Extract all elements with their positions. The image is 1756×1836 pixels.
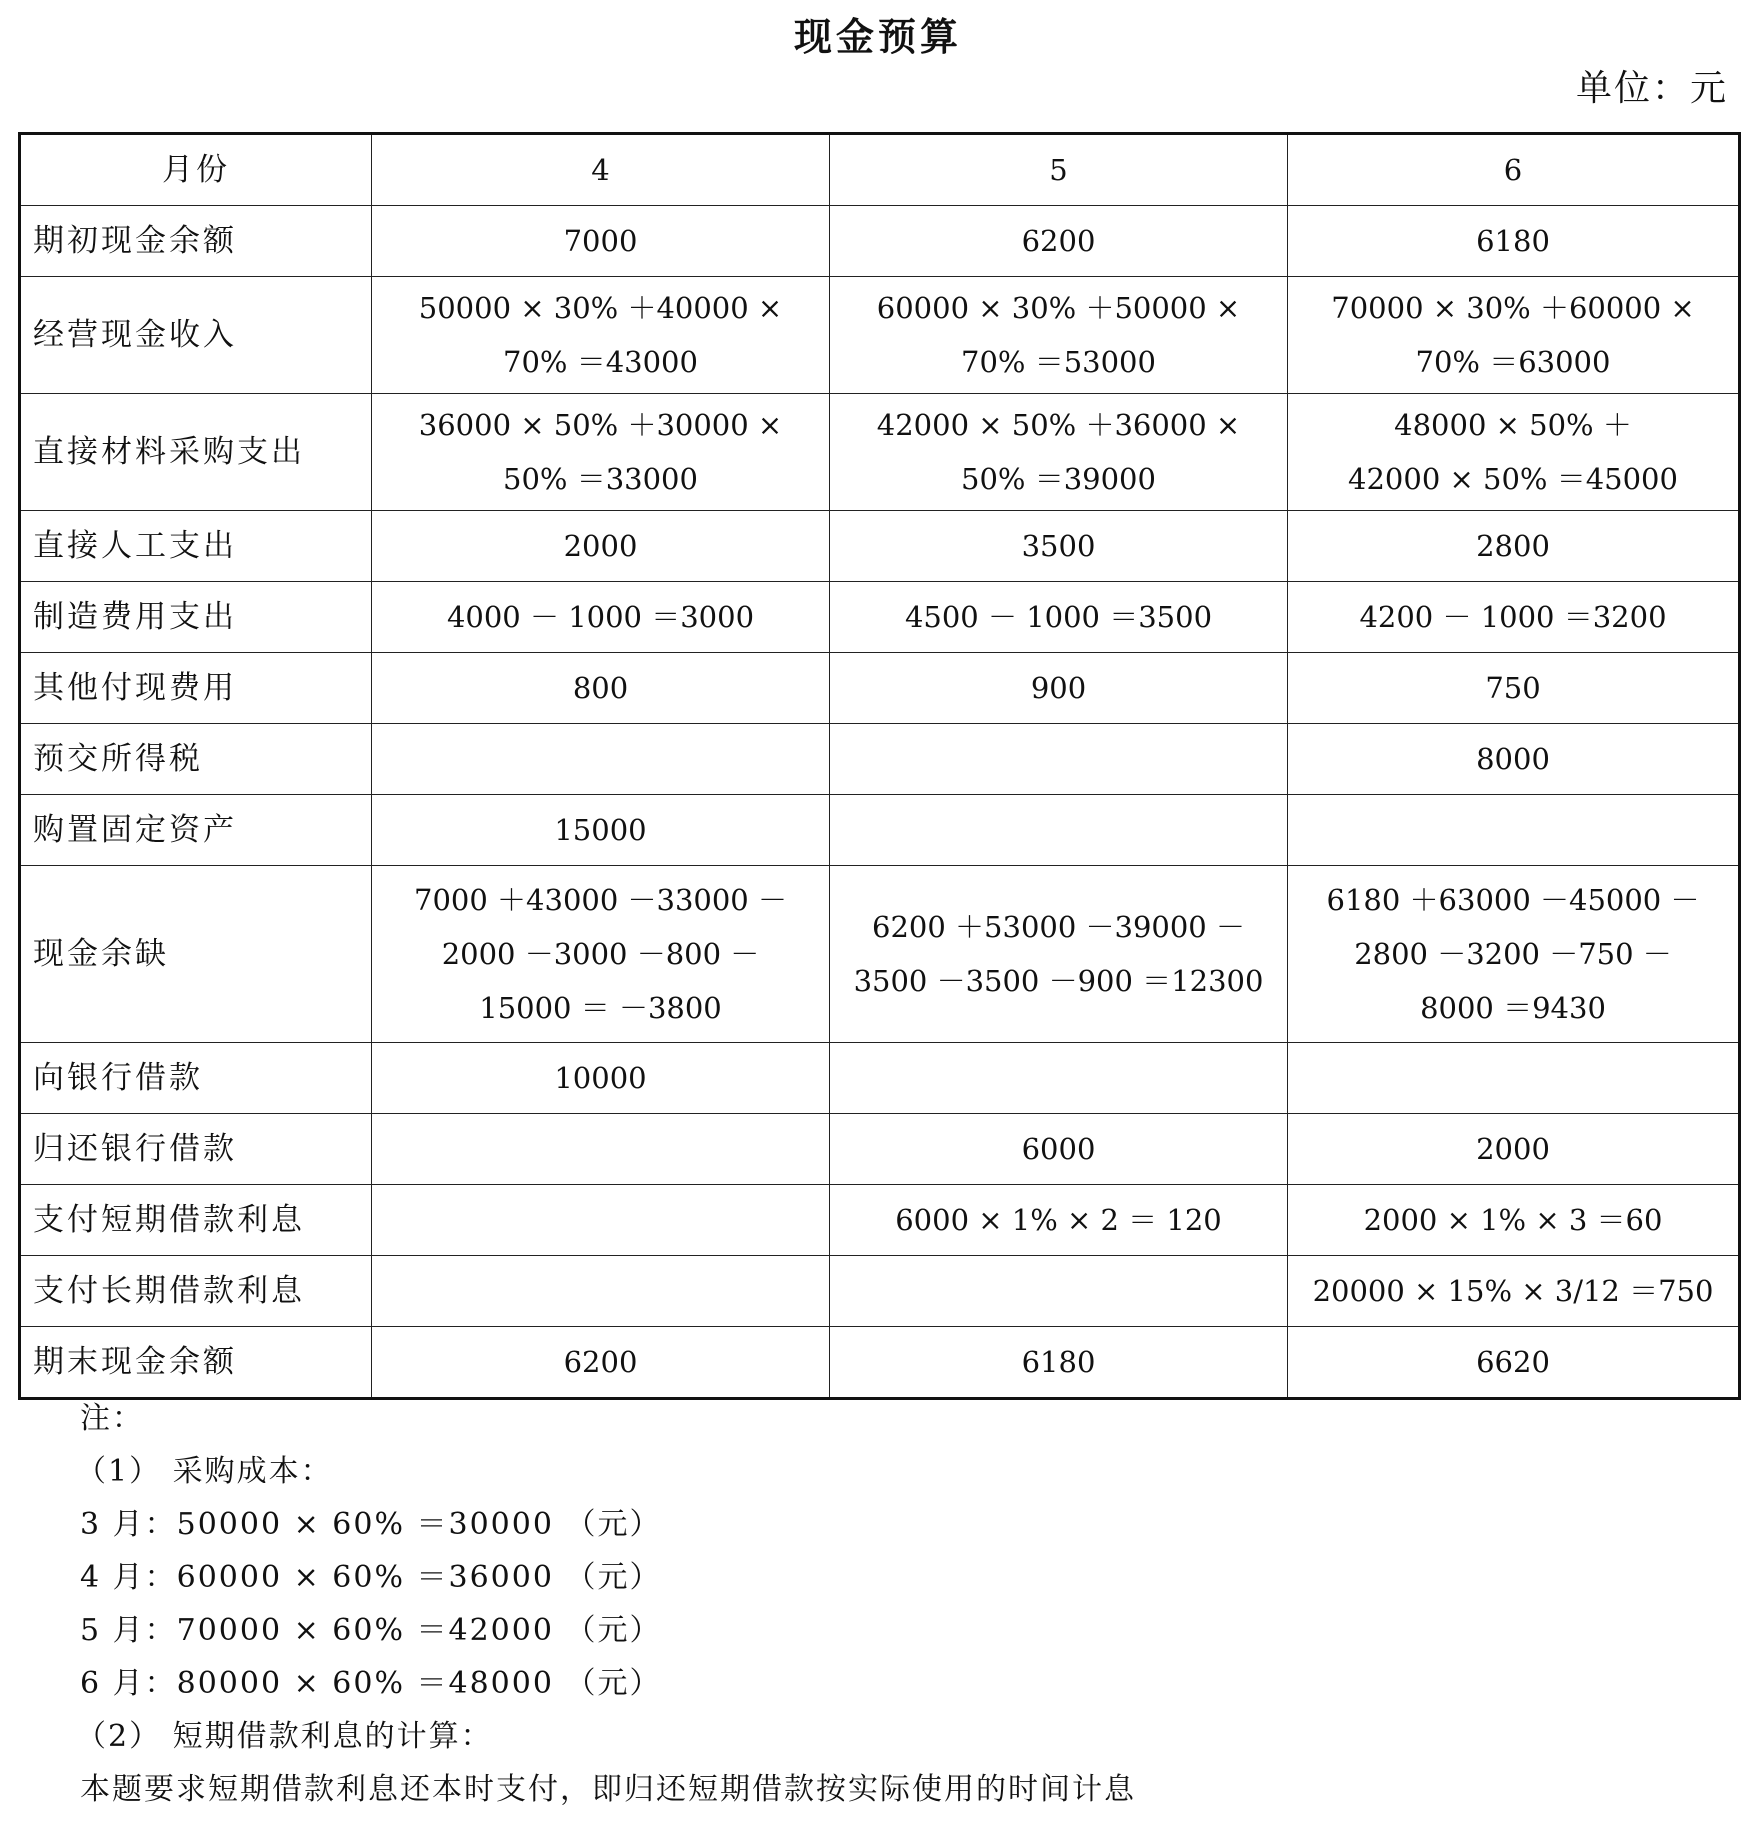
row-value-month-5: 6200 [830,206,1288,277]
table-row [20,1114,1740,1185]
row-value-month-5: 60000 × 30% ＋50000 × 70% ＝53000 [830,277,1288,394]
table-row [20,206,1740,277]
table-row [20,795,1740,866]
row-value-month-5: 6200 ＋53000 －39000 － 3500 －3500 －900 ＝12300 [830,866,1288,1043]
row-value-month-5 [830,1043,1288,1114]
table-header-row [20,134,1740,206]
row-value-month-4: 7000 ＋43000 －33000 － 2000 －3000 －800 － 15000 ＝ －3800 [372,866,830,1043]
row-label: 向银行借款 [20,1043,372,1114]
table-row [20,582,1740,653]
row-value-month-6 [1288,1043,1740,1114]
row-value-month-4: 36000 × 50% ＋30000 × 50% ＝33000 [372,394,830,511]
table-body [20,206,1740,1399]
row-value-month-5: 4500 － 1000 ＝3500 [830,582,1288,653]
table-row [20,1043,1740,1114]
row-label: 现金余缺 [20,866,372,1043]
table-row [20,653,1740,724]
table-row [20,866,1740,1043]
row-value-month-6: 48000 × 50% ＋ 42000 × 50% ＝45000 [1288,394,1740,511]
row-value-month-4: 7000 [372,206,830,277]
table-row [20,724,1740,795]
row-value-month-5: 42000 × 50% ＋36000 × 50% ＝39000 [830,394,1288,511]
row-label: 预交所得税 [20,724,372,795]
notes-item2-title: （2） 短期借款利息的计算： [76,1719,493,1754]
row-value-month-6: 2800 [1288,511,1740,582]
row-value-month-4: 15000 [372,795,830,866]
row-label: 制造费用支出 [20,582,372,653]
notes-item1-title: （1） 采购成本： [76,1454,333,1489]
table-row [20,1256,1740,1327]
notes-item1-line: 4 月：60000 × 60% ＝36000 （元） [80,1560,662,1595]
row-value-month-4 [372,1256,830,1327]
row-value-month-6: 20000 × 15% × 3/12 ＝750 [1288,1256,1740,1327]
row-value-month-6: 8000 [1288,724,1740,795]
row-value-month-5 [830,1256,1288,1327]
row-value-month-5: 6000 × 1% × 2 ＝ 120 [830,1185,1288,1256]
row-value-month-5: 3500 [830,511,1288,582]
notes-item1-line: 3 月：50000 × 60% ＝30000 （元） [80,1507,662,1542]
row-value-month-4: 4000 － 1000 ＝3000 [372,582,830,653]
table-row [20,1185,1740,1256]
row-label: 经营现金收入 [20,277,372,394]
row-value-month-4: 50000 × 30% ＋40000 × 70% ＝43000 [372,277,830,394]
row-value-month-5: 6000 [830,1114,1288,1185]
row-value-month-6: 2000 [1288,1114,1740,1185]
row-value-month-6: 4200 － 1000 ＝3200 [1288,582,1740,653]
row-label: 归还银行借款 [20,1114,372,1185]
row-value-month-4: 2000 [372,511,830,582]
row-label: 期末现金余额 [20,1327,372,1399]
notes-item1-line: 5 月：70000 × 60% ＝42000 （元） [80,1613,662,1648]
table-row [20,511,1740,582]
row-label: 期初现金余额 [20,206,372,277]
header-month-5: 5 [830,134,1288,206]
page-title: 现金预算 [793,15,962,59]
row-value-month-5 [830,724,1288,795]
row-value-month-6: 6620 [1288,1327,1740,1399]
table-row [20,394,1740,511]
row-value-month-6: 750 [1288,653,1740,724]
header-month-6: 6 [1288,134,1740,206]
row-value-month-4 [372,724,830,795]
row-label: 购置固定资产 [20,795,372,866]
table-row [20,1327,1740,1399]
row-value-month-6 [1288,795,1740,866]
row-value-month-6: 6180 ＋63000 －45000 － 2800 －3200 －750 － 8000 ＝9430 [1288,866,1740,1043]
header-month-4: 4 [372,134,830,206]
notes-heading: 注： [80,1401,144,1436]
notes-section [76,1392,1680,1816]
row-label: 直接材料采购支出 [20,394,372,511]
table-row [20,277,1740,394]
cash-budget-table [18,132,1741,1400]
row-label: 直接人工支出 [20,511,372,582]
notes-item2-text: 本题要求短期借款利息还本时支付，即归还短期借款按实际使用的时间计息 [80,1772,1136,1807]
row-value-month-5: 900 [830,653,1288,724]
row-value-month-4 [372,1185,830,1256]
header-month: 月份 [20,134,372,206]
row-value-month-5 [830,795,1288,866]
row-label: 支付长期借款利息 [20,1256,372,1327]
row-value-month-4 [372,1114,830,1185]
row-value-month-6: 70000 × 30% ＋60000 × 70% ＝63000 [1288,277,1740,394]
row-value-month-4: 800 [372,653,830,724]
row-label: 支付短期借款利息 [20,1185,372,1256]
row-label: 其他付现费用 [20,653,372,724]
notes-item1-line: 6 月：80000 × 60% ＝48000 （元） [80,1666,662,1701]
row-value-month-6: 2000 × 1% × 3 ＝60 [1288,1185,1740,1256]
row-value-month-4: 6200 [372,1327,830,1399]
row-value-month-6: 6180 [1288,206,1740,277]
unit-label: 单位：元 [1575,68,1728,109]
row-value-month-4: 10000 [372,1043,830,1114]
row-value-month-5: 6180 [830,1327,1288,1399]
